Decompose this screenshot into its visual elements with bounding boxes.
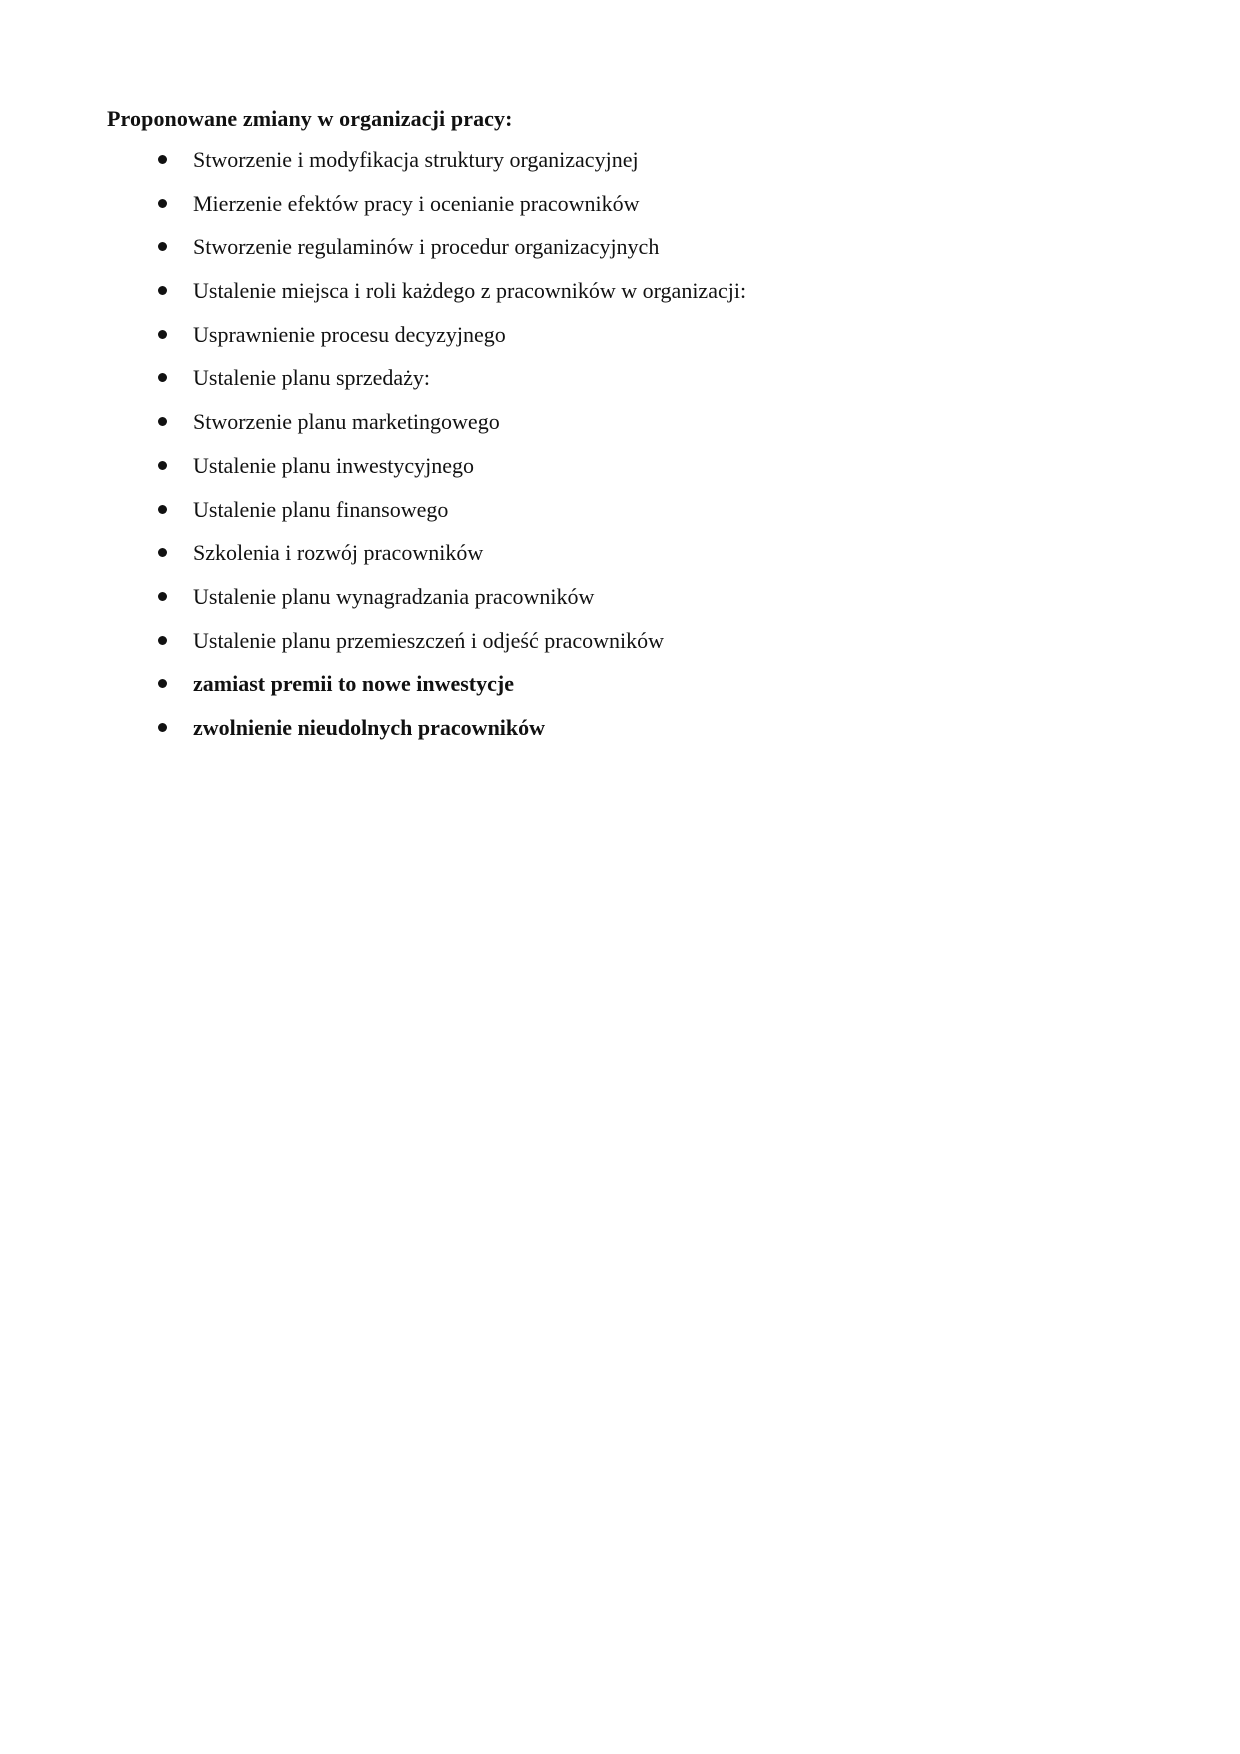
bullet-icon [158,417,167,426]
list-item-text: Szkolenia i rozwój pracowników [193,540,484,566]
bullet-icon [158,330,167,339]
list-item-text: Ustalenie planu finansowego [193,496,449,522]
list-item-text: Mierzenie efektów pracy i ocenianie pracowników [193,190,640,216]
list-item-text: Ustalenie planu wynagradzania pracowników [193,583,595,609]
bullet-icon [158,373,167,382]
bullet-icon [158,199,167,208]
bullet-icon [158,461,167,470]
bullet-icon [158,592,167,601]
bullet-icon [158,505,167,514]
document-heading: Proponowane zmiany w organizacji pracy: [107,106,513,131]
bullet-icon [158,723,167,732]
list-item-text-bold: zwolnienie nieudolnych pracowników [193,714,546,740]
bullet-icon [158,155,167,164]
list-item-text: Ustalenie planu sprzedaży: [193,365,431,391]
list-item-text: Stworzenie regulaminów i procedur organizacyjnych [193,234,660,260]
list-item-text: Ustalenie planu przemieszczeń i odjeść pracowników [193,627,664,653]
list-item-text: Usprawnienie procesu decyzyjnego [193,321,506,347]
bullet-icon [158,679,167,688]
list-item-text-bold: zamiast premii to nowe inwestycje [193,671,514,697]
list-item-text: Ustalenie miejsca i roli każdego z pracowników w organizacji: [193,278,747,304]
bullet-icon [158,636,167,645]
bullet-icon [158,242,167,251]
bullet-icon [158,548,167,557]
list-item-text: Ustalenie planu inwestycyjnego [193,452,475,478]
bullet-icon [158,286,167,295]
list-item-text: Stworzenie i modyfikacja struktury organizacyjnej [193,147,639,172]
list-item-text: Stworzenie planu marketingowego [193,409,500,435]
